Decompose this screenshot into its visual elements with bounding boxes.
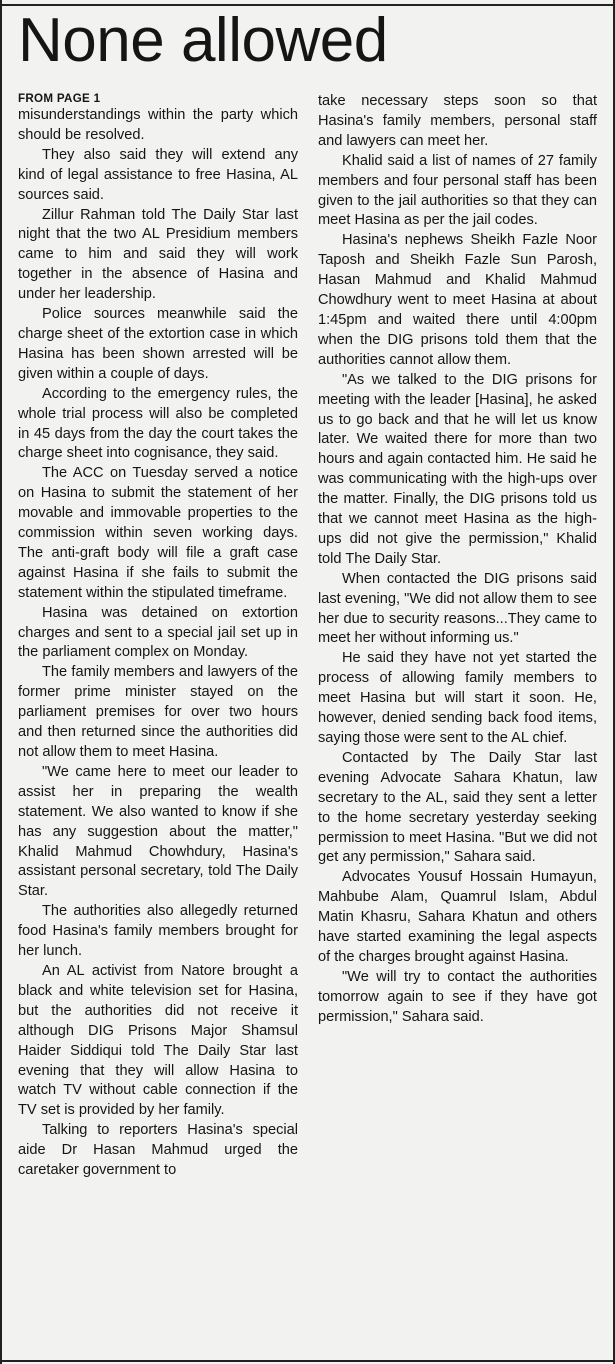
paragraph: An AL activist from Natore brought a black and white television set for Hasina, but the authorities did not receive it although DIG Prisons Major Shamsul Haider Siddiqui told The Daily Star last evening that they will allow Hasina to watch TV without cable connection if the TV set is provided by her family.: [18, 962, 298, 1119]
paragraph: Hasina was detained on extortion charges and sent to a special jail set up in the parliament complex on Monday.: [18, 604, 298, 661]
paragraph: Advocates Yousuf Hossain Humayun, Mahbube Alam, Quamrul Islam, Abdul Matin Khasru, Sahara Khatun and others have started examining the legal aspects of the charges brought against Hasina.: [318, 869, 597, 965]
paragraph: misunderstandings within the party which should be resolved.: [18, 107, 298, 143]
paragraph: The ACC on Tuesday served a notice on Hasina to submit the statement of her movable and immovable properties to the commission within seven working days. The anti-graft body will file a graft case against Hasina if she fails to submit the statement within the stipulated timeframe.: [18, 465, 298, 601]
right-column: [318, 92, 597, 1358]
paragraph: The family members and lawyers of the former prime minister stayed on the parliament premises for over two hours and then returned since the authorities did not allow them to meet Hasina.: [18, 664, 298, 760]
paragraph: Khalid said a list of names of 27 family members and four personal staff has been given to the jail authorities so that they can meet Hasina as per the jail codes.: [318, 152, 597, 229]
paragraph: Talking to reporters Hasina's special aide Dr Hasan Mahmud urged the caretaker government to: [18, 1122, 298, 1179]
paragraph: When contacted the DIG prisons said last evening, "We did not allow them to see her due to security reasons...They came to meet her without informing us.": [318, 570, 597, 647]
headline: None allowed: [18, 6, 388, 75]
bottom-rule: [2, 1360, 613, 1362]
continuation-kicker: FROM PAGE 1: [18, 92, 101, 105]
paragraph: "We will try to contact the authorities tomorrow again to see if they have got permission," Sahara said.: [318, 968, 597, 1025]
paragraph: Hasina's nephews Sheikh Fazle Noor Taposh and Sheikh Fazle Sun Parosh, Hasan Mahmud and Khalid Mahmud Chowdhury went to meet Hasina at about 1:45pm and waited there until 4:00pm when the DIG prisons told them that the authorities cannot allow them.: [318, 232, 597, 368]
paragraph: According to the emergency rules, the whole trial process will also be completed in 45 days from the day the court takes the charge sheet into cognisance, they said.: [18, 385, 298, 462]
paragraph: The authorities also allegedly returned food Hasina's family members brought for her lunch.: [18, 903, 298, 960]
left-column: [18, 92, 298, 1358]
paragraph: Police sources meanwhile said the charge sheet of the extortion case in which Hasina has been shown arrested will be given within a couple of days.: [18, 306, 298, 382]
paragraph: take necessary steps soon so that Hasina's family members, personal staff and lawyers can meet her.: [318, 93, 597, 149]
paragraph: "We came here to meet our leader to assist her in preparing the wealth statement. We also wanted to know if she has any suggestion about the matter," Khalid Mahmud Chowhdury, Hasina's assistant personal secretary, told The Daily Star.: [18, 763, 298, 900]
paragraph: "As we talked to the DIG prisons for meeting with the leader [Hasina], he asked us to go back and that he will let us know later. We waited there for more than two hours and again contacted him. He said he was communicating with the high-ups over the matter. Finally, the DIG prisons told us that we cannot meet Hasina as the high-ups did not give the permission," Khalid told The Daily Star.: [318, 371, 597, 567]
paragraph: They also said they will extend any kind of legal assistance to free Hasina, AL sources said.: [18, 146, 298, 203]
paragraph: Zillur Rahman told The Daily Star last night that the two AL Presidium members came to him and said they will work together in the absence of Hasina and under her leadership.: [18, 206, 298, 303]
paragraph: He said they have not yet started the process of allowing family members to meet Hasina but will start it soon. He, however, denied sending back food items, saying those were sent to the AL chief.: [318, 650, 597, 746]
paragraph: Contacted by The Daily Star last evening Advocate Sahara Khatun, law secretary to the AL, said they sent a letter to the home secretary yesterday seeking permission to meet Hasina. "But we did not get any permission," Sahara said.: [318, 749, 597, 866]
